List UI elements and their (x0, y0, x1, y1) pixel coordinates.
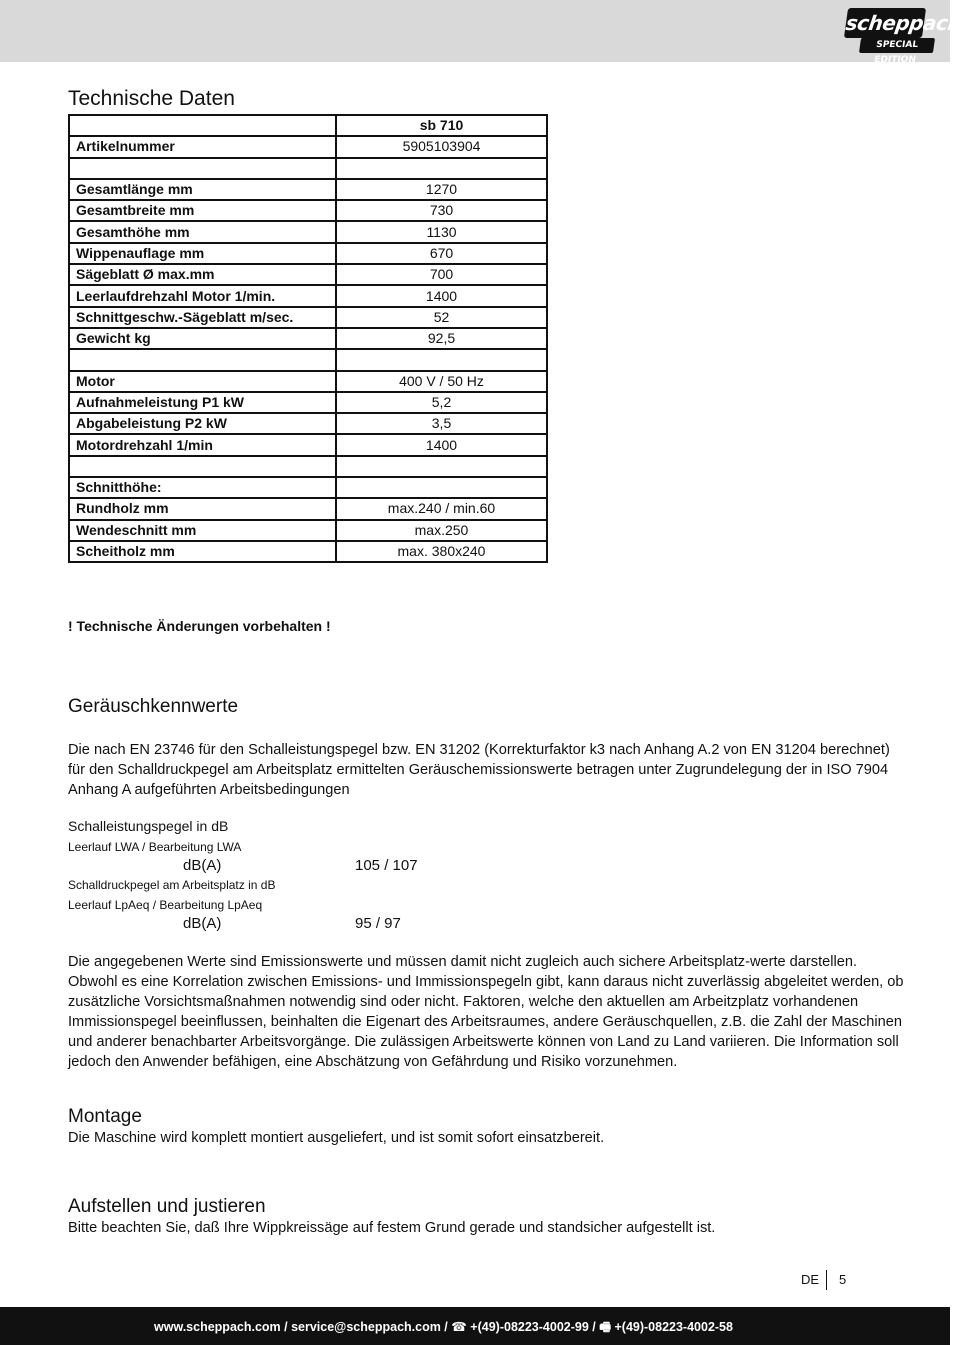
table-row (69, 392, 547, 413)
spec-label: Artikelnummer (69, 136, 336, 157)
spec-header-row (69, 115, 547, 136)
spec-value: max. 380x240 (336, 541, 547, 562)
sound-power-unit: dB(A) (183, 857, 222, 874)
table-row (69, 307, 547, 328)
footer-bar (0, 1307, 950, 1345)
spec-value: 5905103904 (336, 136, 547, 157)
language-code: DE (801, 1272, 820, 1287)
changes-note: ! Technische Änderungen vorbehalten ! (68, 618, 331, 634)
sound-pressure-unit: dB(A) (183, 915, 222, 932)
spec-label: Gesamtbreite mm (69, 200, 336, 221)
sound-pressure-value: 95 / 97 (355, 915, 401, 932)
spec-value: 1270 (336, 179, 547, 200)
spec-label: Motordrehzahl 1/min (69, 434, 336, 455)
sound-pressure-label: Schalldruckpegel am Arbeitsplatz in dB (68, 878, 276, 892)
table-row (69, 434, 547, 455)
contact-info: www.scheppach.com / service@scheppach.com / ☎ +(49)-08223-4002-99 / 🖷 +(49)-08223-4002-58 (154, 1320, 733, 1334)
table-row (69, 371, 547, 392)
spec-value (336, 158, 547, 179)
table-row (69, 285, 547, 306)
spec-table (68, 114, 548, 563)
spec-value: 5,2 (336, 392, 547, 413)
spec-value: 3,5 (336, 413, 547, 434)
spec-header-empty (69, 115, 336, 136)
spec-label: Scheitholz mm (69, 541, 336, 562)
table-row (69, 349, 547, 370)
montage-text: Die Maschine wird komplett montiert ausgeliefert, und ist somit sofort einsatzbereit. (68, 1130, 605, 1146)
spec-label: Gesamthöhe mm (69, 221, 336, 242)
footer-divider (826, 1270, 827, 1290)
sound-pressure-sub: Leerlauf LpAeq / Bearbeitung LpAeq (68, 898, 263, 912)
spec-value (336, 349, 547, 370)
spec-label: Abgabeleistung P2 kW (69, 413, 336, 434)
spec-label (69, 349, 336, 370)
spec-label: Schnitthöhe: (69, 477, 336, 498)
table-row (69, 264, 547, 285)
spec-value (336, 456, 547, 477)
noise-explanation: Die angegebenen Werte sind Emissionswerte und müssen damit nicht zugleich auch sichere Arbeitsplatz-werte darstellen. Obwohl es eine Korrelation zwischen Emissions- und Immissionspegeln gibt, kann daraus nicht zuverlässig abgeleitet werden, ob zusätzliche Vorsichtsmaßnahmen notwendig sind oder nicht. Faktoren, welche den aktuellen am Arbeitzplatz vorhandenen Immissionspegel beeinflussen, beinhalten die Eigenart des Arbeitsraumes, andere Geräuschquellen, z.B. die Zahl der Maschinen und anderer benachbarter Arbeitsvorgänge. Die zulässigen Arbeitswerte können von Land zu Land variieren. Die Information soll jedoch den Anwender befähigen, eine Abschätzung von Gefährdung und Risiko vorzunehmen. (68, 954, 904, 1070)
spec-value: 52 (336, 307, 547, 328)
table-row (69, 200, 547, 221)
spec-label: Gesamtlänge mm (69, 179, 336, 200)
spec-label: Rundholz mm (69, 498, 336, 519)
noise-heading: Geräuschkennwerte (68, 696, 239, 717)
header-bar (0, 0, 950, 62)
spec-value: 700 (336, 264, 547, 285)
setup-heading: Aufstellen und justieren (68, 1196, 266, 1217)
spec-value: 1400 (336, 285, 547, 306)
table-row (69, 243, 547, 264)
page-title: Technische Daten (68, 87, 235, 110)
spec-value (336, 477, 547, 498)
table-row (69, 456, 547, 477)
table-row (69, 498, 547, 519)
page-number: 5 (839, 1272, 847, 1287)
spec-value: max.240 / min.60 (336, 498, 547, 519)
table-row (69, 541, 547, 562)
spec-value: 400 V / 50 Hz (336, 371, 547, 392)
spec-model: sb 710 (336, 115, 547, 136)
spec-value: 1400 (336, 434, 547, 455)
spec-value: 1130 (336, 221, 547, 242)
scheppach-logo (844, 8, 963, 65)
table-row (69, 477, 547, 498)
logo-wordmark: scheppach (844, 8, 926, 38)
spec-label: Schnittgeschw.-Sägeblatt m/sec. (69, 307, 336, 328)
table-row (69, 520, 547, 541)
spec-label: Wendeschnitt mm (69, 520, 336, 541)
spec-label (69, 158, 336, 179)
spec-label: Leerlaufdrehzahl Motor 1/min. (69, 285, 336, 306)
table-row (69, 179, 547, 200)
spec-value: 670 (336, 243, 547, 264)
sound-power-value: 105 / 107 (355, 857, 418, 874)
sound-power-sub: Leerlauf LWA / Bearbeitung LWA (68, 840, 242, 854)
table-row (69, 328, 547, 349)
spec-value: max.250 (336, 520, 547, 541)
table-row (69, 136, 547, 157)
spec-label: Motor (69, 371, 336, 392)
setup-text: Bitte beachten Sie, daß Ihre Wippkreissäge auf festem Grund gerade und standsicher aufgestellt ist. (68, 1220, 716, 1236)
spec-value: 730 (336, 200, 547, 221)
spec-label (69, 456, 336, 477)
noise-intro: Die nach EN 23746 für den Schalleistungspegel bzw. EN 31202 (Korrekturfaktor k3 nach Anhang A.2 von EN 31204 berechnet) für den Schalldruckpegel am Arbeitsplatz ermittelten Geräuschemissionswerte betragen unter Zugrundelegung der in ISO 7904 Anhang A aufgeführten Arbeitsbedingungen (68, 742, 890, 798)
spec-label: Gewicht kg (69, 328, 336, 349)
montage-heading: Montage (68, 1106, 142, 1127)
spec-label: Wippenauflage mm (69, 243, 336, 264)
table-row (69, 413, 547, 434)
spec-value: 92,5 (336, 328, 547, 349)
sound-power-label: Schalleistungspegel in dB (68, 818, 229, 834)
spec-label: Aufnahmeleistung P1 kW (69, 392, 336, 413)
spec-label: Sägeblatt Ø max.mm (69, 264, 336, 285)
table-row (69, 158, 547, 179)
logo-edition: SPECIAL EDITION (859, 38, 935, 53)
table-row (69, 221, 547, 242)
